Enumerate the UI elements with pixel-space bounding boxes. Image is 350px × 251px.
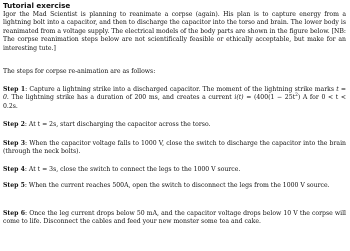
step-1-text-b: . The lightning strike has a duration of 200 ms, and creates a current bbox=[6, 94, 235, 102]
step-4 bbox=[3, 166, 346, 174]
step-6-label: Step 6 bbox=[3, 210, 26, 217]
step-2-label: Step 2 bbox=[3, 121, 25, 128]
step-1-exponent: 2 bbox=[295, 93, 298, 99]
steps-intro: The steps for corpse re-animation are as follows: bbox=[3, 68, 156, 75]
step-6 bbox=[3, 210, 346, 227]
step-2-text: : At t = 2s, start discharging the capacitor across the torso. bbox=[24, 121, 211, 128]
step-5 bbox=[3, 182, 346, 190]
step-3-label: Step 3 bbox=[3, 140, 26, 147]
step-6-text: : Once the leg current drops below 50 mA, and the capacitor voltage drops below 10 V the corpse will come to life. Disconnect the cables and feed your new monster some tea and cake. bbox=[3, 210, 346, 226]
step-1-text-c: ) A for 0 < t < 0.2s. bbox=[3, 94, 346, 110]
step-2 bbox=[3, 121, 346, 129]
step-1-text-a: : Capture a lightning strike into a discharged capacitor. The moment of the lightning strike marks bbox=[25, 86, 337, 93]
step-4-text: : At t = 3s, close the switch to connect the legs to the 1000 V source. bbox=[24, 166, 241, 173]
step-5-text: : When the current reaches 500A, open the switch to disconnect the legs from the 1000 V source. bbox=[24, 182, 330, 189]
step-1 bbox=[3, 86, 346, 111]
page-title: Tutorial exercise bbox=[3, 1, 71, 10]
step-3 bbox=[3, 140, 346, 157]
step-3-text: : When the capacitor voltage falls to 1000 V, close the switch to discharge the capacitor into the brain (through the neck bolts). bbox=[3, 140, 346, 156]
step-1-t0: t = 0 bbox=[3, 86, 346, 102]
step-1-equation: = (400(1 − 25t bbox=[243, 94, 296, 102]
step-4-label: Step 4 bbox=[3, 166, 25, 173]
step-1-label: Step 1 bbox=[3, 86, 26, 93]
step-1-current-symbol: i(t) bbox=[234, 94, 244, 102]
step-5-label: Step 5 bbox=[3, 182, 25, 189]
intro-paragraph: Igor the Mad Scientist is planning to reanimate a corpse (again). His plan is to capture energy from a lightning bolt into a capacitor, and then to discharge the capacitor into the torso and brain. The lower body is reanimated from a voltage supply. The electrical models of the body parts are shown in the figure below. [NB: The corpse reanimation steps below are not scientifically feasible or ethically acceptable, but make for an interesting tute.] bbox=[3, 11, 346, 52]
